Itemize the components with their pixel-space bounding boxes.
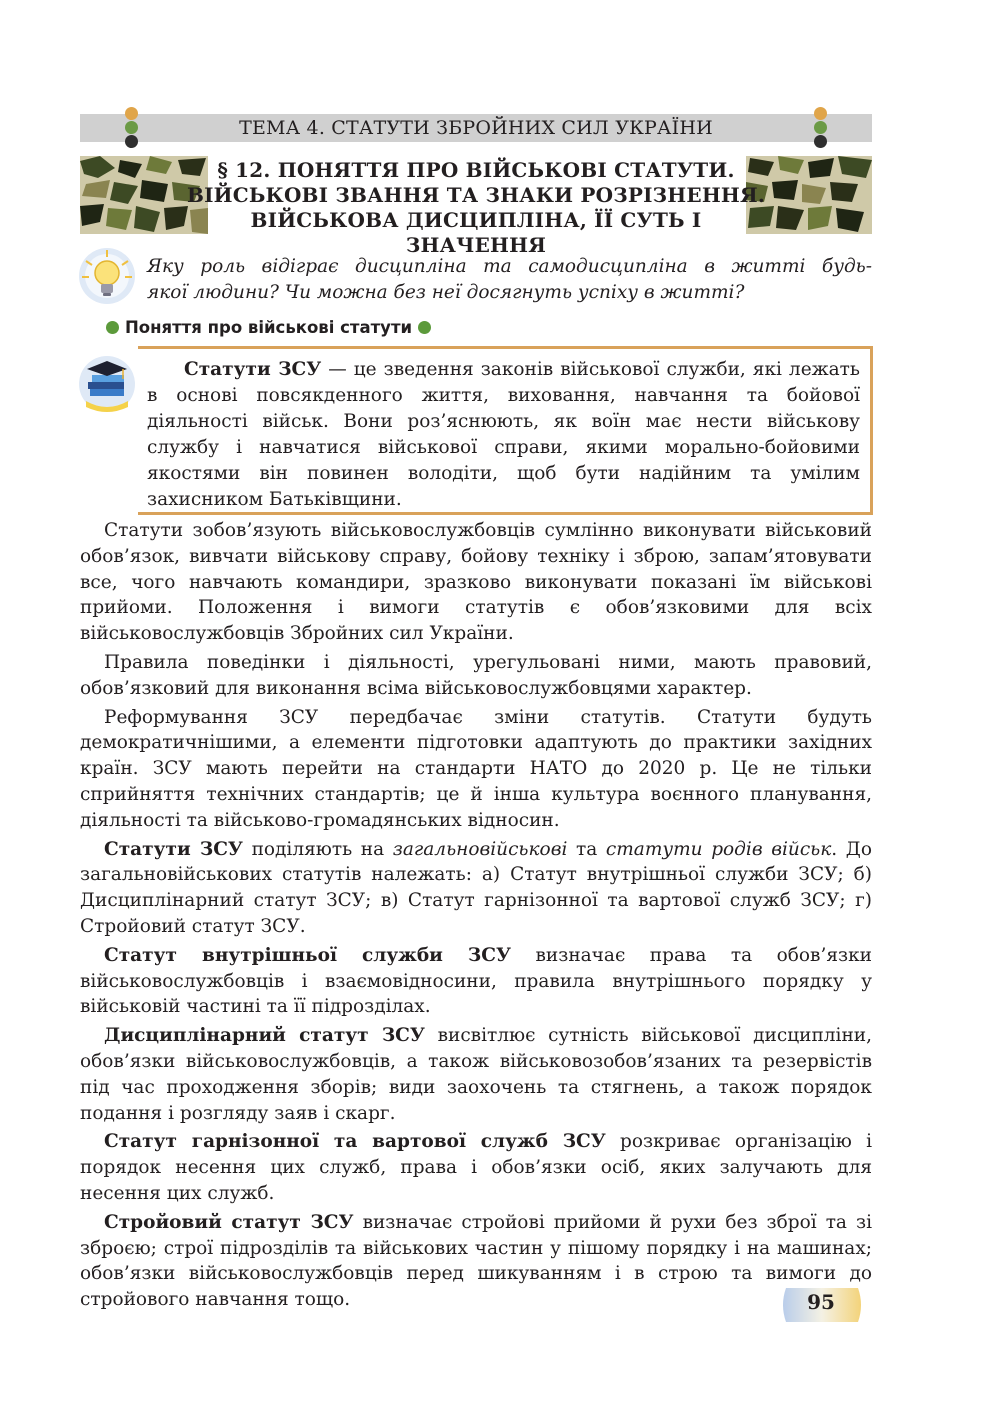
section-title bbox=[180, 158, 772, 258]
bold-term: Стройовий статут ЗСУ bbox=[104, 1211, 354, 1233]
paragraph: Статути зобов’язують військовослужбовців сумлінно виконувати військовий обов’язок, вивчати військову справу, бойову техніку і зброю, запам’ятовувати все, чого навчають командири, зразково виконувати показані їм військові прийоми. Положення і вимоги статутів є обов’язковими для всіх військовослужбовців Збройних сил України. bbox=[80, 520, 872, 645]
right-dots-ornament bbox=[813, 107, 829, 149]
left-dots-ornament bbox=[124, 107, 140, 149]
body-text bbox=[80, 518, 872, 1316]
bold-term: Статут внутрішньої служби ЗСУ bbox=[104, 944, 512, 966]
bullet-dot-icon bbox=[106, 321, 119, 334]
section-title-line: ВІЙСЬКОВА ДИСЦИПЛІНА, ЇЇ СУТЬ І ЗНАЧЕННЯ bbox=[250, 208, 702, 257]
italic-term: статути родів військ bbox=[605, 838, 832, 860]
subheading-text: Поняття про військові статути bbox=[125, 318, 413, 337]
italic-term: загальновійськові bbox=[392, 838, 568, 860]
subheading bbox=[106, 318, 431, 337]
bold-term: Статути ЗСУ bbox=[104, 838, 243, 860]
paragraph: Стройовий статут ЗСУ визначає стройові прийоми й рухи без зброї та зі зброєю; строї підрозділів та військових частин у пішому порядку і на машинах; обов’язки військовослужбовців перед шикуванням і в строю та вимоги до стройового навчання тощо. bbox=[80, 1211, 872, 1311]
intro-question bbox=[147, 254, 872, 306]
lightbulb-icon bbox=[78, 247, 136, 305]
definition-body: — це зведення законів військової служби, які лежать в основі повсякденного життя, виховання, навчання та бойової діяльності військ. Вони роз’яснюють, як воїн має нести військову службу і навчатися військової справи, якими морально-бойовими якостями він повинен володіти, щоб бути надійним та умілим захисником Батьківщини. bbox=[147, 359, 860, 510]
paragraph: Статут гарнізонної та вартової служб ЗСУ розкриває організацію і порядок несення цих служб, права і обов’язки осіб, яких залучають для несення цих служб. bbox=[80, 1131, 872, 1204]
bold-term: Дисциплінарний статут ЗСУ bbox=[104, 1025, 425, 1047]
books-icon bbox=[78, 353, 136, 413]
bullet-dot-icon bbox=[418, 321, 431, 334]
bold-term: Статут гарнізонної та вартової служб ЗСУ bbox=[104, 1131, 606, 1153]
question-line: Яку роль відіграє дисципліна та самодисципліна в житті будь- bbox=[147, 256, 872, 277]
paragraph: Дисциплінарний статут ЗСУ висвітлює сутність військової дисципліни, обов’язки військовослужбовців, а також військовозобов’язаних та резервістів під час проходження зборів; види заохочень та стягнень, а також порядок подання і розгляду заяв і скарг. bbox=[80, 1025, 872, 1124]
paragraph: Статут внутрішньої служби ЗСУ визначає права та обов’язки військовослужбовців і взаємовідносини, правила внутрішнього порядку у військовій частині та її підрозділах. bbox=[80, 944, 872, 1018]
definition-term: Статути ЗСУ bbox=[184, 359, 322, 380]
paragraph: Статути ЗСУ поділяють на загальновійськові та статути родів військ. До загальновійськових статутів належать: а) Статут внутрішньої служби ЗСУ; б) Дисциплінарний статут ЗСУ; в) Статут гарнізонної та вартової служб ЗСУ; г) Стройовий статут ЗСУ. bbox=[80, 838, 872, 937]
definition-text bbox=[147, 357, 860, 513]
section-title-line: ВІЙСЬКОВІ ЗВАННЯ ТА ЗНАКИ РОЗРІЗНЕННЯ. bbox=[186, 183, 766, 207]
theme-title: ТЕМА 4. СТАТУТИ ЗБРОЙНИХ СИЛ УКРАЇНИ bbox=[239, 117, 713, 139]
question-line: якої людини? Чи можна без неї досягнуть успіху в житті? bbox=[147, 282, 745, 303]
page-number: 95 bbox=[807, 1290, 835, 1314]
paragraph: Правила поведінки і діяльності, урегульовані ними, мають правовий, обов’язковий для виконання всіма військовослужбовцями характер. bbox=[80, 651, 872, 699]
paragraph: Реформування ЗСУ передбачає зміни статутів. Статути будуть демократичнішими, а елементи підготовки адаптують до практики західних країн. ЗСУ мають перейти на стандарти НАТО до 2020 р. Це не тільки сприйняття технічних стандартів; це й інша культура воєнного планування, діяльності та військово-громадянських відносин. bbox=[80, 706, 872, 831]
theme-bar bbox=[80, 114, 872, 142]
section-title-line: § 12. ПОНЯТТЯ ПРО ВІЙСЬКОВІ СТАТУТИ. bbox=[217, 158, 735, 182]
